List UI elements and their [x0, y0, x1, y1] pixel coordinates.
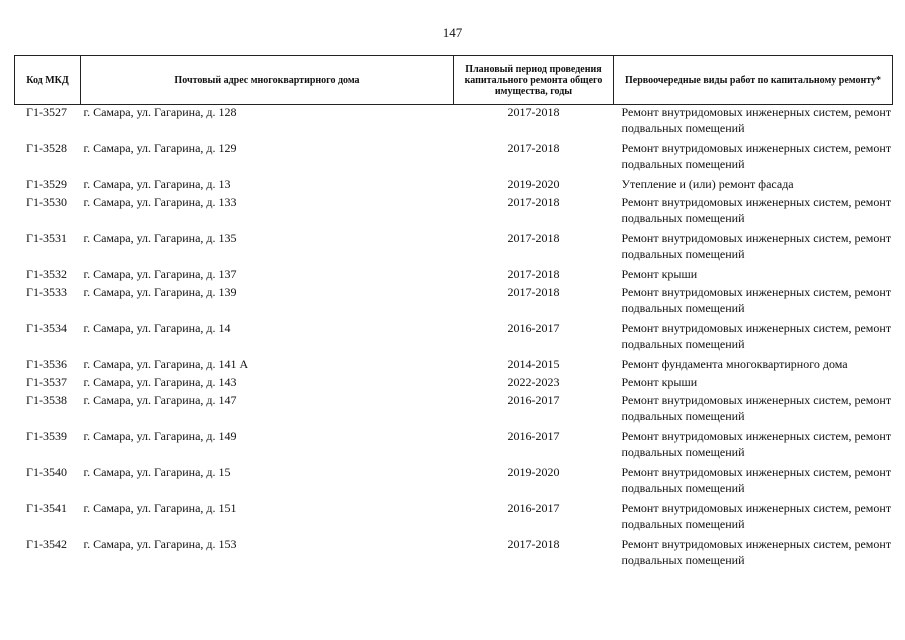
row-works: Утепление и (или) ремонт фасада — [621, 177, 794, 191]
row-period: 2016-2017 — [507, 321, 560, 335]
row-address: г. Самара, ул. Гагарина, д. 151 — [83, 501, 237, 515]
header-period: Плановый период проведения капитального ремонта общего имущества, годы — [454, 56, 614, 105]
row-code: Г1-3540 — [26, 465, 67, 479]
row-address: г. Самара, ул. Гагарина, д. 14 — [83, 321, 231, 335]
header-address: Почтовый адрес многоквартирного дома — [81, 56, 454, 105]
row-works: Ремонт внутридомовых инженерных систем, ремонт подвальных помещений — [621, 537, 892, 567]
row-works: Ремонт внутридомовых инженерных систем, ремонт подвальных помещений — [621, 141, 892, 171]
table-row — [15, 285, 893, 321]
header-code: Код МКД — [15, 56, 81, 105]
row-code: Г1-3542 — [26, 537, 67, 551]
header-works: Первоочередные виды работ по капитальному ремонту* — [614, 56, 893, 105]
row-code: Г1-3538 — [26, 393, 67, 407]
row-period: 2022-2023 — [507, 375, 560, 389]
row-code: Г1-3528 — [26, 141, 67, 155]
row-code: Г1-3527 — [26, 105, 67, 119]
row-period: 2017-2018 — [507, 267, 560, 281]
table-row — [15, 357, 893, 375]
table-row — [15, 537, 893, 573]
row-works: Ремонт внутридомовых инженерных систем, ремонт подвальных помещений — [621, 231, 892, 261]
row-address: г. Самара, ул. Гагарина, д. 129 — [83, 141, 237, 155]
row-address: г. Самара, ул. Гагарина, д. 141 А — [83, 357, 249, 371]
row-works: Ремонт внутридомовых инженерных систем, ремонт подвальных помещений — [621, 393, 892, 423]
row-code: Г1-3532 — [26, 267, 67, 281]
table-row — [15, 429, 893, 465]
table-row — [15, 375, 893, 393]
table-row — [15, 465, 893, 501]
row-period: 2019-2020 — [507, 465, 560, 479]
capital-repair-table — [14, 55, 893, 573]
row-address: г. Самара, ул. Гагарина, д. 153 — [83, 537, 237, 551]
row-period: 2017-2018 — [507, 285, 560, 299]
row-works: Ремонт внутридомовых инженерных систем, ремонт подвальных помещений — [621, 105, 892, 135]
row-period: 2017-2018 — [507, 231, 560, 245]
table-row — [15, 231, 893, 267]
row-code: Г1-3536 — [26, 357, 67, 371]
row-address: г. Самара, ул. Гагарина, д. 133 — [83, 195, 237, 209]
table-row — [15, 321, 893, 357]
row-period: 2014-2015 — [507, 357, 560, 371]
row-period: 2016-2017 — [507, 393, 560, 407]
row-address: г. Самара, ул. Гагарина, д. 143 — [83, 375, 237, 389]
table-row — [15, 267, 893, 285]
row-address: г. Самара, ул. Гагарина, д. 15 — [83, 465, 231, 479]
page-number: 147 — [442, 25, 463, 40]
row-period: 2017-2018 — [507, 105, 560, 119]
row-works: Ремонт крыши — [621, 267, 698, 281]
row-code: Г1-3537 — [26, 375, 67, 389]
table-body — [15, 105, 893, 574]
row-works: Ремонт внутридомовых инженерных систем, ремонт подвальных помещений — [621, 429, 892, 459]
row-code: Г1-3531 — [26, 231, 67, 245]
row-code: Г1-3529 — [26, 177, 67, 191]
row-code: Г1-3534 — [26, 321, 67, 335]
row-address: г. Самара, ул. Гагарина, д. 135 — [83, 231, 237, 245]
table-row — [15, 195, 893, 231]
row-address: г. Самара, ул. Гагарина, д. 128 — [83, 105, 237, 119]
row-works: Ремонт крыши — [621, 375, 698, 389]
table-row — [15, 393, 893, 429]
row-period: 2016-2017 — [507, 501, 560, 515]
row-works: Ремонт внутридомовых инженерных систем, ремонт подвальных помещений — [621, 321, 892, 351]
row-code: Г1-3541 — [26, 501, 67, 515]
row-works: Ремонт внутридомовых инженерных систем, ремонт подвальных помещений — [621, 501, 892, 531]
table-header — [15, 56, 893, 105]
row-period: 2019-2020 — [507, 177, 560, 191]
row-address: г. Самара, ул. Гагарина, д. 149 — [83, 429, 237, 443]
table-row — [15, 141, 893, 177]
row-address: г. Самара, ул. Гагарина, д. 139 — [83, 285, 237, 299]
row-address: г. Самара, ул. Гагарина, д. 13 — [83, 177, 231, 191]
row-period: 2016-2017 — [507, 429, 560, 443]
row-works: Ремонт внутридомовых инженерных систем, ремонт подвальных помещений — [621, 465, 892, 495]
table-row — [15, 105, 893, 142]
table-row — [15, 177, 893, 195]
table-row — [15, 501, 893, 537]
row-address: г. Самара, ул. Гагарина, д. 147 — [83, 393, 237, 407]
row-code: Г1-3533 — [26, 285, 67, 299]
row-works: Ремонт фундамента многоквартирного дома — [621, 357, 848, 371]
row-period: 2017-2018 — [507, 195, 560, 209]
row-code: Г1-3539 — [26, 429, 67, 443]
row-period: 2017-2018 — [507, 537, 560, 551]
row-works: Ремонт внутридомовых инженерных систем, ремонт подвальных помещений — [621, 285, 892, 315]
row-code: Г1-3530 — [26, 195, 67, 209]
row-address: г. Самара, ул. Гагарина, д. 137 — [83, 267, 237, 281]
row-works: Ремонт внутридомовых инженерных систем, ремонт подвальных помещений — [621, 195, 892, 225]
row-period: 2017-2018 — [507, 141, 560, 155]
